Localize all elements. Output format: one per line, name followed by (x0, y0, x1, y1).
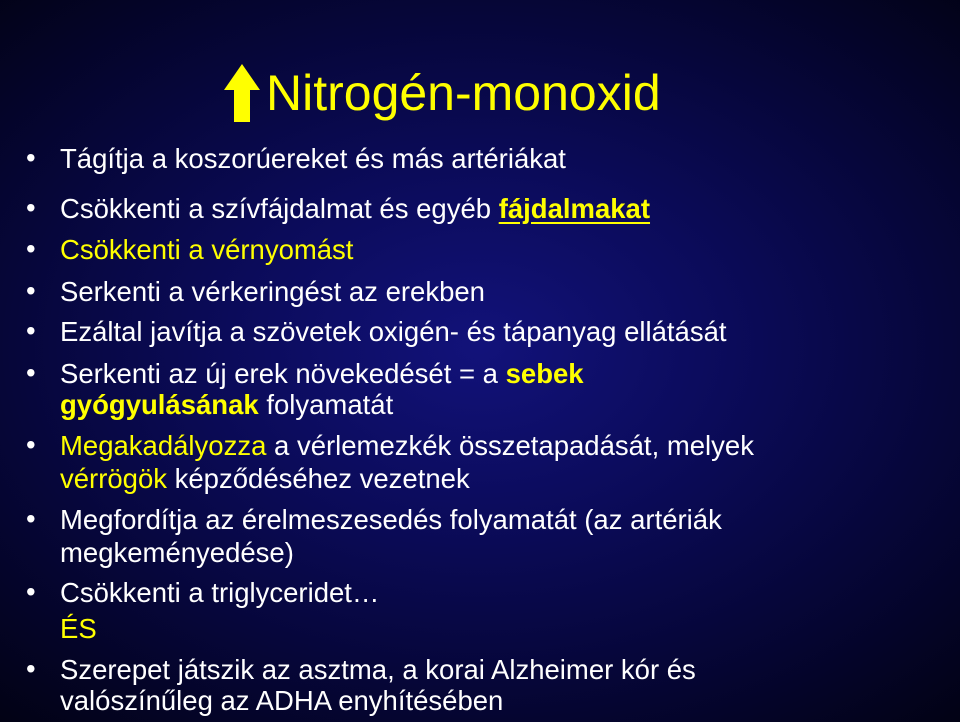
highlight-text: gyógyulásának (60, 389, 259, 420)
item-text: valószínűleg az ADHA enyhítésében (60, 685, 504, 716)
list-item-continuation (60, 536, 294, 570)
list-item (26, 275, 485, 309)
bullet-marker: • (26, 429, 36, 460)
item-text: ÉS (60, 613, 97, 644)
item-text: Csökkenti a triglyceridet… (60, 577, 380, 608)
highlight-text: vérrögök (60, 463, 167, 494)
title-row (222, 58, 661, 128)
bullet-marker: • (26, 653, 36, 684)
item-text: Ezáltal javítja a szövetek oxigén- és tápanyag ellátását (60, 316, 727, 347)
bullet-marker: • (26, 576, 36, 607)
list-item (26, 429, 754, 463)
item-text: Serkenti a vérkeringést az erekben (60, 276, 485, 307)
bullet-marker: • (26, 142, 36, 173)
list-item-continuation (60, 388, 393, 422)
item-text: a vérlemezkék összetapadását, melyek (266, 430, 754, 461)
bullet-marker: • (26, 503, 36, 534)
slide-title: Nitrogén-monoxid (266, 65, 661, 121)
item-text: Csökkenti a vérnyomást (60, 234, 354, 265)
item-text: Megfordítja az érelmeszesedés folyamatát (az artériák (60, 504, 722, 535)
list-item (26, 233, 354, 267)
item-text: megkeményedése) (60, 537, 294, 568)
bullet-marker: • (26, 357, 36, 388)
list-item (26, 192, 651, 226)
highlight-text: sebek (505, 358, 584, 389)
list-item (26, 503, 722, 537)
list-item-continuation (60, 462, 470, 496)
list-item-continuation (60, 684, 503, 718)
highlight-text: fájdalmakat (498, 193, 651, 224)
list-item (26, 142, 566, 176)
item-text: Tágítja a koszorúereket és más artériákat (60, 143, 566, 174)
list-item (26, 315, 727, 349)
item-text: Serkenti az új erek növekedését = a (60, 358, 506, 389)
bullet-marker: • (26, 192, 36, 223)
highlight-text: Megakadályozza (60, 430, 267, 461)
item-text: Csökkenti a szívfájdalmat és egyéb (60, 193, 499, 224)
bullet-marker: • (26, 315, 36, 346)
item-text: folyamatát (258, 389, 394, 420)
list-item-continuation (60, 612, 97, 646)
list-item (26, 357, 584, 391)
list-item (26, 576, 380, 610)
bullet-marker: • (26, 275, 36, 306)
list-item (26, 653, 696, 687)
item-text: Szerepet játszik az asztma, a korai Alzheimer kór és (60, 654, 696, 685)
up-arrow-icon (222, 62, 262, 124)
item-text: képződéséhez vezetnek (167, 463, 470, 494)
bullet-marker: • (26, 233, 36, 264)
